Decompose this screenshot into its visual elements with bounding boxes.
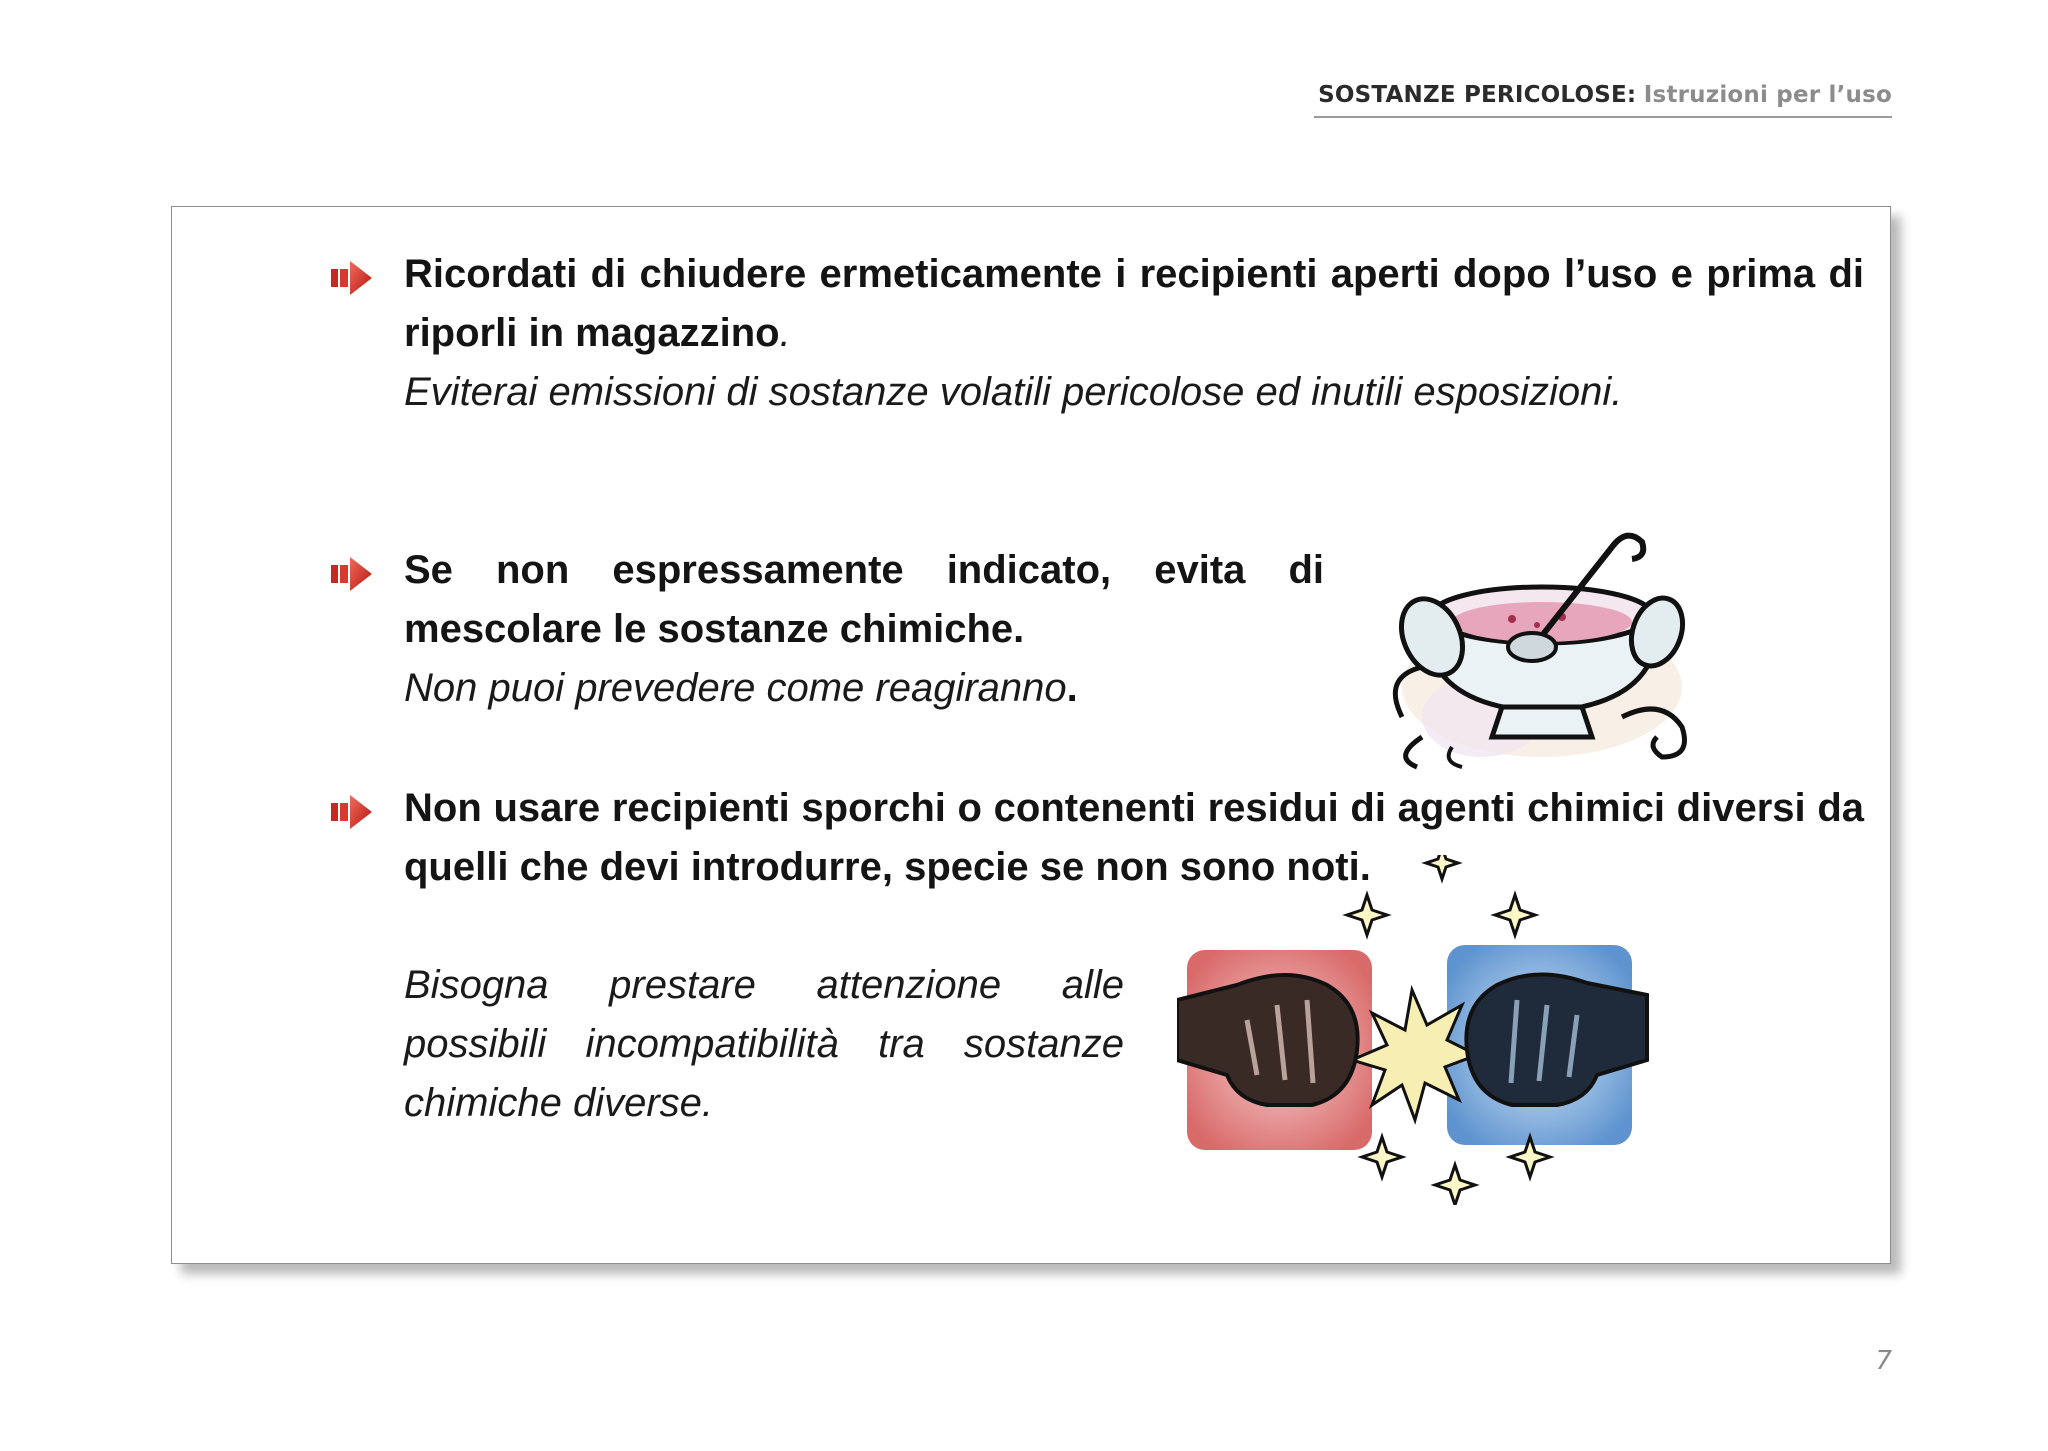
item-1-italic: Eviterai emissioni di sostanze volatili pericolose ed inutili esposizioni. [404,370,1623,414]
header-title-sub: Istruzioni per l’uso [1643,82,1892,108]
arrow-bullet-icon [330,259,374,297]
page-number: 7 [1875,1346,1892,1376]
item-3-italic: Bisogna prestare attenzione alle possibili incompatibilità tra sostanze chimiche diverse. [404,963,1124,1125]
item-3-bold: Non usare recipienti sporchi o contenenti residui di agenti chimici diversi da quelli che devi introdurre, specie se non sono noti. [404,786,1864,889]
item-3-italic-block [404,956,1124,1133]
item-2 [404,541,1324,718]
item-2-bold: Se non espressamente indicato, evita di mescolare le sostanze chimiche. [404,548,1324,651]
content-card [171,206,1891,1264]
page-header [1314,82,1892,118]
item-1 [404,245,1864,422]
arrow-bullet-icon [330,555,374,593]
clashing-fists-icon [1177,855,1667,1205]
item-2-italic: Non puoi prevedere come reagiranno [404,666,1067,710]
item-1-bold-trail: . [779,311,791,355]
item-1-bold: Ricordati di chiudere ermeticamente i recipienti aperti dopo l’uso e prima di riporli in magazzino [404,252,1864,355]
punch-bowl-icon [1362,507,1702,777]
item-2-italic-trail: . [1066,666,1078,710]
arrow-bullet-icon [330,793,374,831]
header-title-main: SOSTANZE PERICOLOSE: [1318,82,1637,108]
